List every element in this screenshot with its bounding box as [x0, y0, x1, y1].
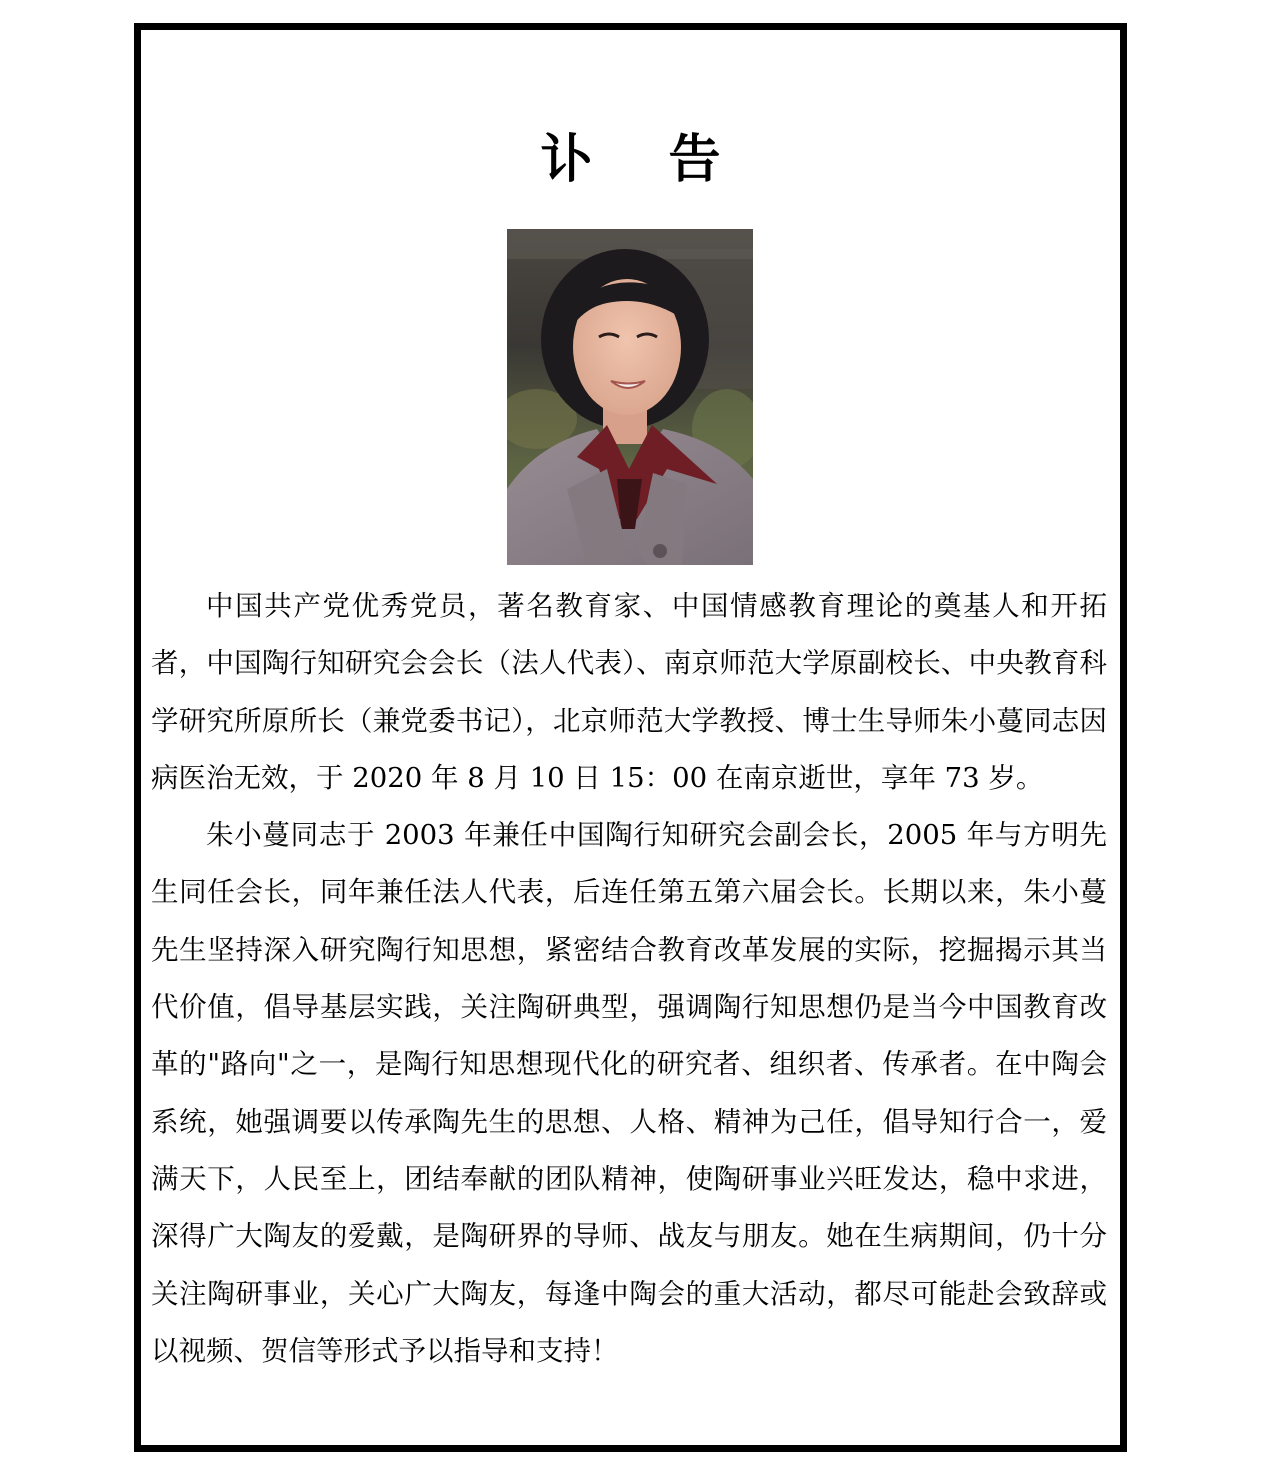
portrait-photo: [507, 229, 753, 565]
title-char-2: 告: [668, 130, 721, 190]
portrait-image: [507, 229, 753, 565]
title-char-1: 讣: [540, 130, 593, 190]
paragraph-announcement: 中国共产党优秀党员，著名教育家、中国情感教育理论的奠基人和开拓者，中国陶行知研究会会长（法人代表）、南京师范大学原副校长、中央教育科学研究所原所长（兼党委书记），北京师范大学教授、博士生导师朱小蔓同志因病医治无效，于 2020 年 8 月 10 日 15：00 在南京逝世，享年 73 岁。: [151, 590, 1107, 794]
obituary-body: [151, 578, 1107, 1380]
page-title: [141, 130, 1120, 190]
paragraph-tribute: 朱小蔓同志于 2003 年兼任中国陶行知研究会副会长，2005 年与方明先生同任会长，同年兼任法人代表，后连任第五第六届会长。长期以来，朱小蔓先生坚持深入研究陶行知思想，紧密结合教育改革发展的实际，挖掘揭示其当代价值，倡导基层实践，关注陶研典型，强调陶行知思想仍是当今中国教育改革的"路向"之一，是陶行知思想现代化的研究者、组织者、传承者。在中陶会系统，她强调要以传承陶先生的思想、人格、精神为己任，倡导知行合一，爱满天下，人民至上，团结奉献的团队精神，使陶研事业兴旺发达，稳中求进，深得广大陶友的爱戴，是陶研界的导师、战友与朋友。她在生病期间，仍十分关注陶研事业，关心广大陶友，每逢中陶会的重大活动，都尽可能赴会致辞或以视频、贺信等形式予以指导和支持！: [151, 819, 1107, 1367]
obituary-frame: [134, 23, 1127, 1452]
